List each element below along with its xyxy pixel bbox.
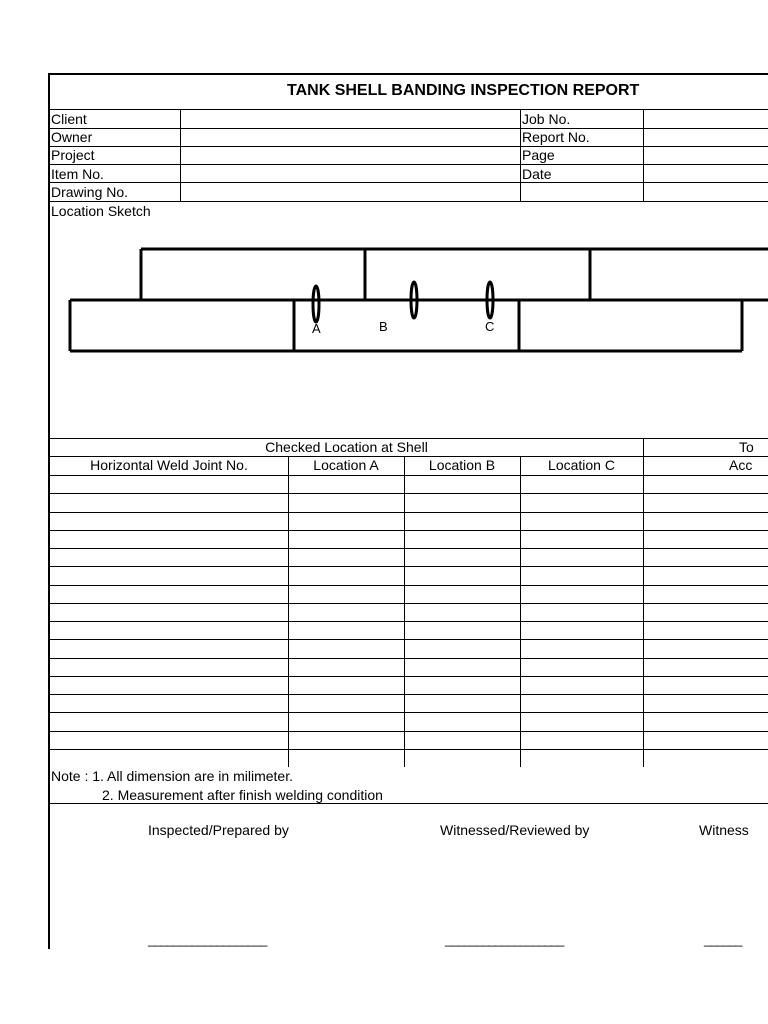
table-row [50, 585, 768, 586]
report-no-label: Report No. [522, 129, 590, 145]
notes-divider [50, 803, 768, 804]
page-border-top [48, 73, 768, 75]
table-row [50, 749, 768, 750]
col-header-location-c: Location C [548, 457, 615, 473]
checked-location-header: Checked Location at Shell [265, 439, 428, 455]
header-grid-line [50, 128, 768, 129]
note-line-1: Note : 1. All dimension are in milimeter. [51, 768, 293, 784]
header-grid-line [50, 109, 768, 110]
location-c-label: C [485, 319, 495, 334]
table-column-divider [404, 456, 405, 767]
col-header-location-b: Location B [428, 457, 496, 473]
drawing-no-label: Drawing No. [51, 184, 129, 200]
witness-label: Witness [699, 822, 749, 838]
table-row [50, 712, 768, 713]
header-grid-line [50, 201, 768, 202]
col-header-location-a: Location A [313, 457, 379, 473]
table-row [50, 639, 768, 640]
table-row [50, 566, 768, 567]
header-grid-line [50, 182, 768, 183]
location-a-label: A [312, 321, 321, 336]
location-a-marker [313, 286, 319, 322]
note-line-2: 2. Measurement after finish welding condition [102, 787, 383, 803]
header-grid-line [50, 164, 768, 165]
page-border-left [48, 73, 50, 949]
table-row [50, 731, 768, 732]
location-sketch-label: Location Sketch [51, 203, 151, 219]
inspected-prepared-by-label: Inspected/Prepared by [148, 822, 289, 838]
col-header-joint-no: Horizontal Weld Joint No. [90, 457, 248, 473]
table-row [50, 475, 768, 476]
project-label: Project [51, 147, 95, 163]
table-row [50, 676, 768, 677]
header-grid-divider [180, 109, 181, 201]
header-grid-divider [520, 109, 521, 201]
table-column-divider [520, 456, 521, 767]
table-row [50, 530, 768, 531]
page-label: Page [522, 147, 555, 163]
witnessed-signature-line: ___________________ [445, 932, 564, 947]
header-grid-line [50, 146, 768, 147]
job-no-label: Job No. [522, 111, 571, 127]
witness-signature-line: ______ [704, 932, 742, 947]
location-sketch-diagram [50, 220, 768, 360]
table-row [50, 694, 768, 695]
report-title: TANK SHELL BANDING INSPECTION REPORT [287, 82, 640, 99]
client-label: Client [51, 111, 87, 127]
table-column-divider [288, 456, 289, 767]
col-header-acceptance: Acc [729, 457, 753, 473]
date-label: Date [522, 166, 552, 182]
witnessed-reviewed-by-label: Witnessed/Reviewed by [440, 822, 590, 838]
inspected-signature-line: ___________________ [148, 932, 267, 947]
table-row [50, 603, 768, 604]
item-no-label: Item No. [51, 166, 104, 182]
owner-label: Owner [51, 129, 93, 145]
header-grid-divider [643, 109, 644, 201]
table-row [50, 512, 768, 513]
location-b-label: B [379, 319, 388, 334]
table-row [50, 493, 768, 494]
tolerance-header: To [739, 439, 754, 455]
table-row [50, 621, 768, 622]
table-row [50, 658, 768, 659]
table-row [50, 548, 768, 549]
